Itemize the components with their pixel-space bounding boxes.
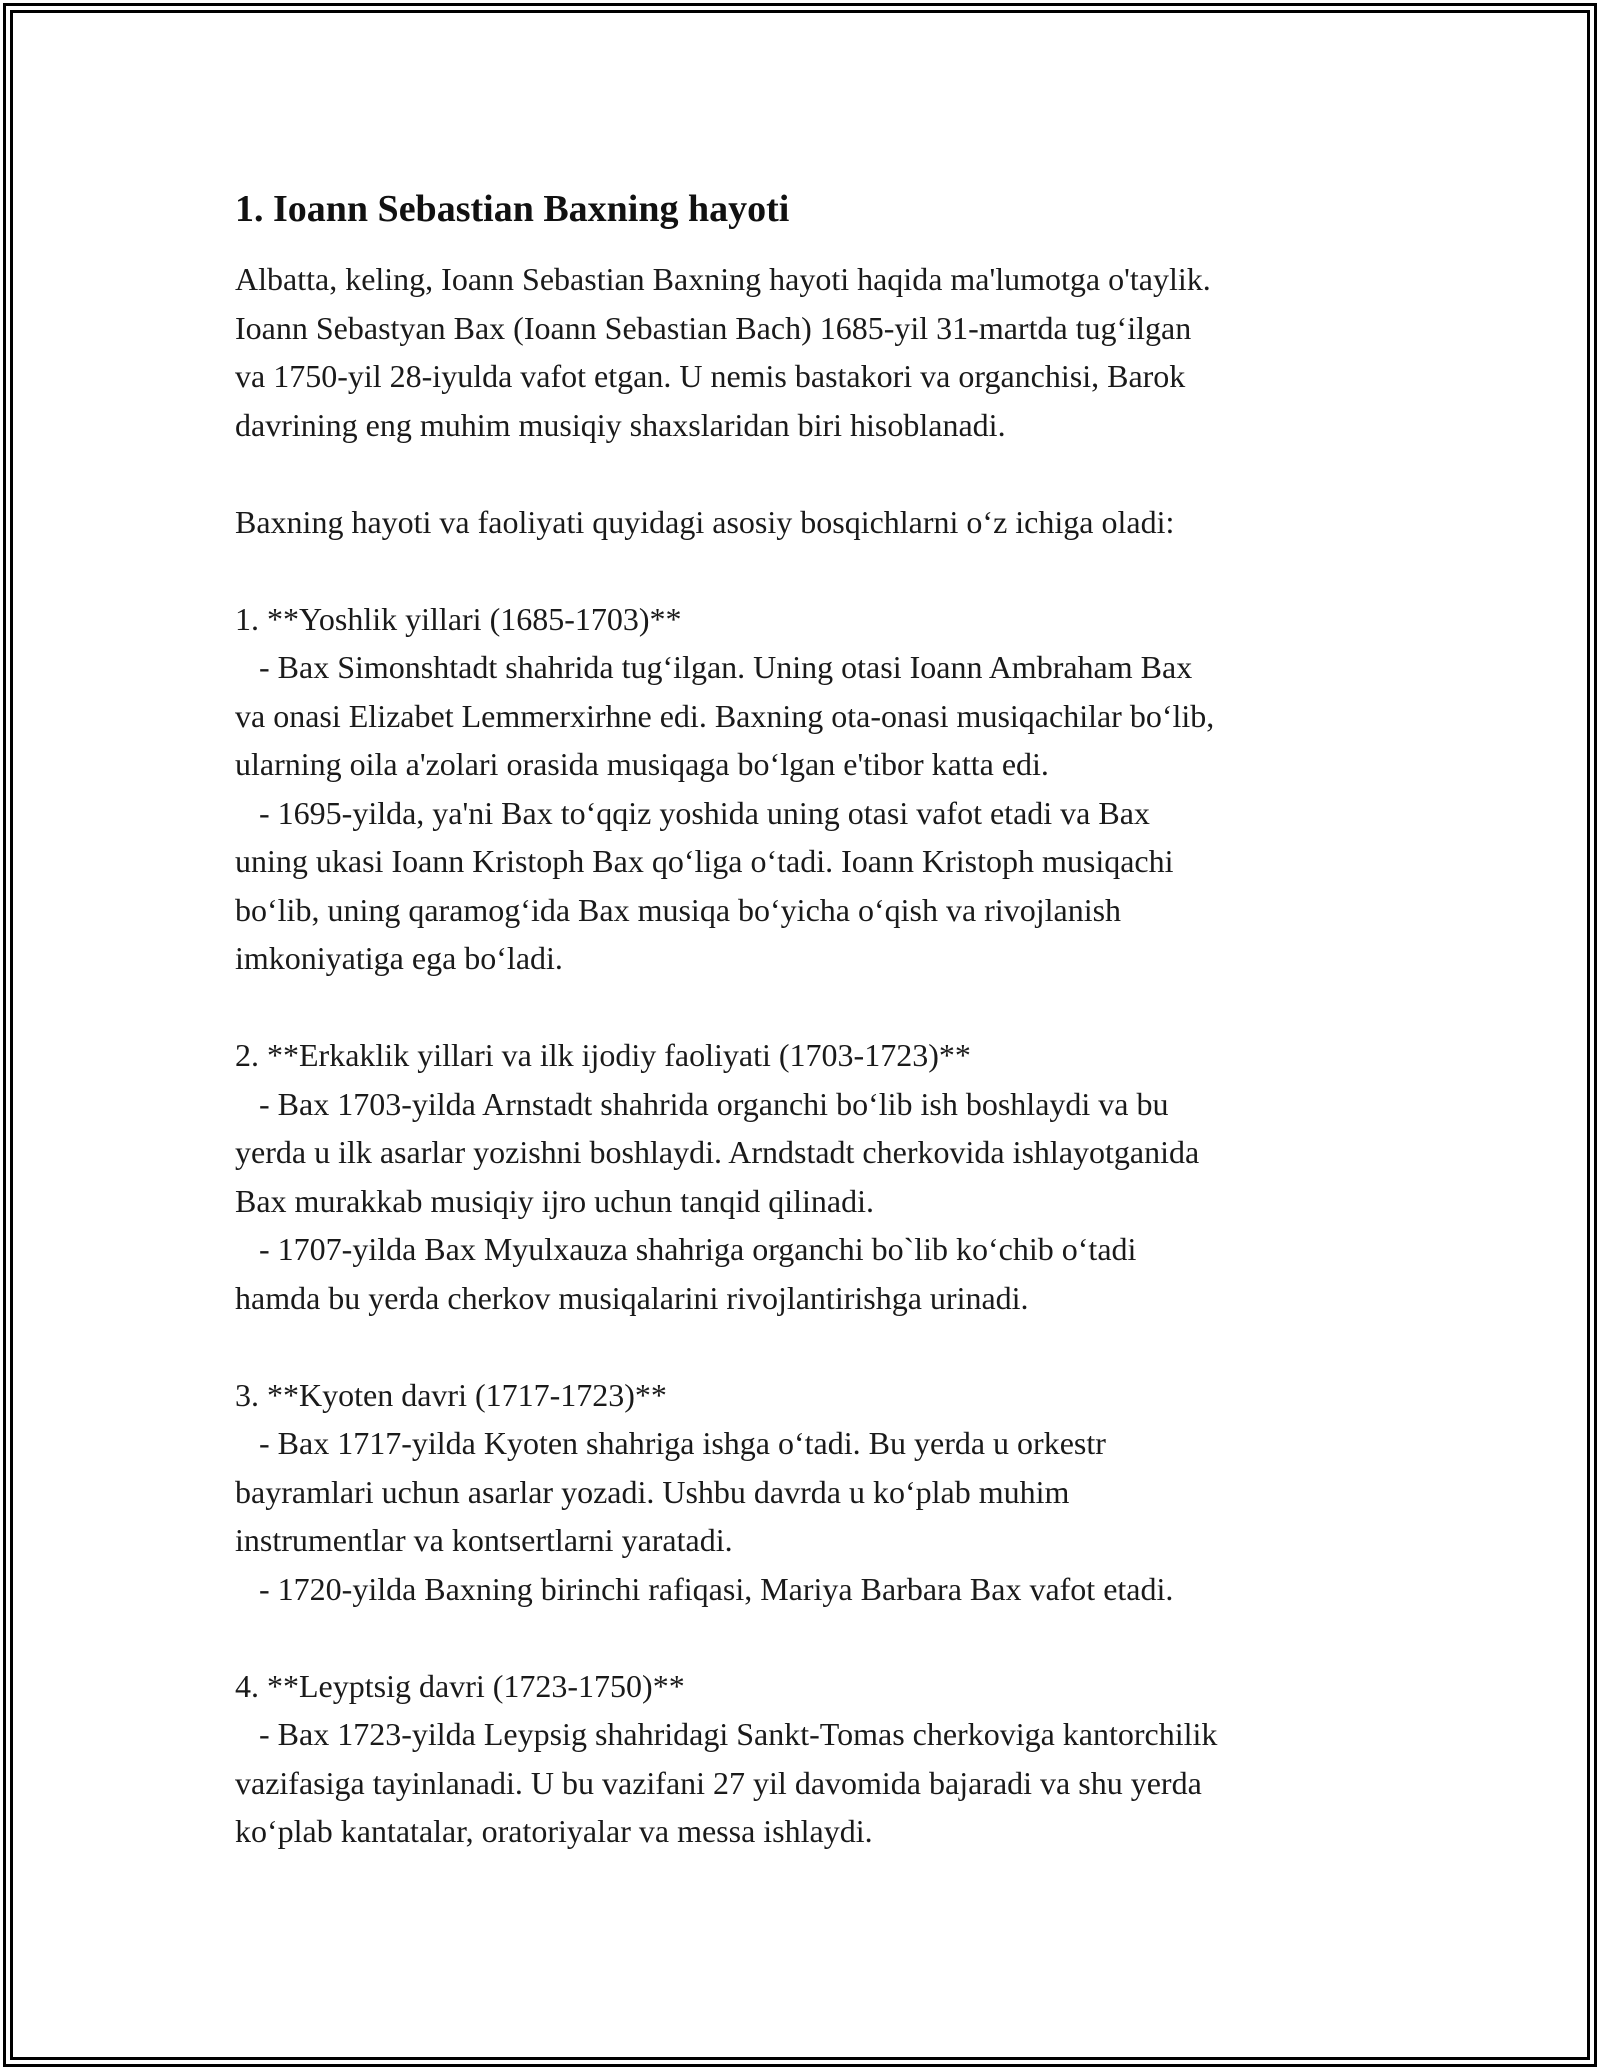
paragraph-gap (235, 1613, 1385, 1662)
stages-intro-paragraph: Baxning hayoti va faoliyati quyidagi asosiy bosqichlarni o‘z ichiga oladi: (235, 503, 1175, 540)
paragraph-gap (235, 1322, 1385, 1371)
section-early-career: 2. **Erkaklik yillari va ilk ijodiy faoliyati (1703-1723)** - Bax 1703-yilda Arnstadt shahrida organchi bo‘lib ish boshlaydi va bu yerda u ilk asarlar yozishni boshlaydi. Arndstadt cherkovida ishlayotganida Bax murakkab musiqiy ijro uchun tanqid qilinadi. - 1707-yilda Bax Myulxauza shahriga organchi bo`lib ko‘chib o‘tadi hamda bu yerda cherkov musiqalarini rivojlantirishga urinadi. (235, 1037, 1200, 1316)
paragraph-gap (235, 546, 1385, 595)
paragraph-gap (235, 983, 1385, 1032)
section-kyoten-period: 3. **Kyoten davri (1717-1723)** - Bax 1717-yilda Kyoten shahriga ishga o‘tadi. Bu yerda u orkestr bayramlari uchun asarlar yozadi. Ushbu davrda u ko‘plab muhim instrumentlar va kontsertlarni yaratadi. - 1720-yilda Baxning birinchi rafiqasi, Mariya Barbara Bax vafot etadi. (235, 1376, 1174, 1607)
document-body (235, 185, 1385, 1856)
section-leipzig-period: 4. **Leyptsig davri (1723-1750)** - Bax 1723-yilda Leypsig shahridagi Sankt-Tomas cherkoviga kantorchilik vazifasiga tayinlanadi. U bu vazifani 27 yil davomida bajaradi va shu yerda ko‘plab kantatalar, oratoriyalar va messa ishlaydi. (235, 1667, 1218, 1849)
intro-paragraph: Albatta, keling, Ioann Sebastian Baxning hayoti haqida ma'lumotga o'taylik. Ioann Sebastyan Bax (Ioann Sebastian Bach) 1685-yil 31-martda tug‘ilgan va 1750-yil 28-iyulda vafot etgan. U nemis bastakori va organchisi, Barok davrining eng muhim musiqiy shaxslaridan biri hisoblanadi. (235, 261, 1211, 443)
section-youth: 1. **Yoshlik yillari (1685-1703)** - Bax Simonshtadt shahrida tug‘ilgan. Uning otasi Ioann Ambraham Bax va onasi Elizabet Lemmerxirhne edi. Baxning ota-onasi musiqachilar bo‘lib, ularning oila a'zolari orasida musiqaga bo‘lgan e'tibor katta edi. - 1695-yilda, ya'ni Bax to‘qqiz yoshida uning otasi vafot etadi va Bax uning ukasi Ioann Kristoph Bax qo‘liga o‘tadi. Ioann Kristoph musiqachi bo‘lib, uning qaramog‘ida Bax musiqa bo‘yicha o‘qish va rivojlanish imkoniyatiga ega bo‘ladi. (235, 600, 1215, 976)
paragraph-gap (235, 449, 1385, 498)
document-title: 1. Ioann Sebastian Baxning hayoti (235, 188, 790, 230)
